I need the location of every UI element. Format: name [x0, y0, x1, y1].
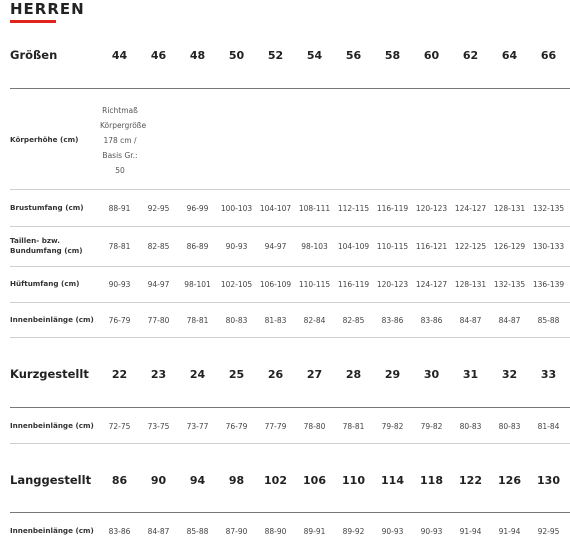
table-cell: 128-131 [493, 203, 526, 213]
table-cell: 126 [498, 474, 521, 488]
note-line: Basis Gr.: [102, 150, 138, 160]
row-label [10, 236, 100, 255]
table-cell: 110-115 [298, 279, 331, 289]
row-label: Innenbeinlänge (cm) [10, 421, 94, 431]
table-cell: 72-75 [108, 421, 131, 431]
body-height-row [10, 96, 570, 184]
table-cell: 122-125 [454, 241, 487, 251]
row-label: Kurzgestellt [10, 367, 89, 381]
table-cell: 46 [150, 49, 167, 63]
long-size-header-row [10, 473, 570, 489]
table-cell: 116-119 [337, 279, 370, 289]
table-cell: 100-103 [220, 203, 253, 213]
waist-row [10, 234, 570, 258]
table-cell: 130-133 [532, 241, 565, 251]
table-cell: 124-127 [454, 203, 487, 213]
inseam-row [10, 314, 570, 326]
table-cell: 78-81 [108, 241, 131, 251]
table-cell: 104-109 [337, 241, 370, 251]
table-cell: 81-84 [537, 421, 560, 431]
table-cell: 26 [267, 368, 284, 382]
row-label: Hüftumfang (cm) [10, 279, 80, 289]
reference-note [100, 103, 147, 178]
table-cell: 83-86 [108, 526, 131, 536]
table-cell: 80-83 [498, 421, 521, 431]
chest-row [10, 202, 570, 214]
table-cell: 29 [384, 368, 401, 382]
table-cell: 91-94 [498, 526, 521, 536]
table-cell: 56 [345, 49, 362, 63]
table-cell: 60 [423, 49, 440, 63]
row-label: Innenbeinlänge (cm) [10, 526, 94, 536]
table-cell: 83-86 [420, 315, 443, 325]
table-cell: 94-97 [264, 241, 287, 251]
table-cell: 77-79 [264, 421, 287, 431]
table-cell: 30 [423, 368, 440, 382]
table-cell: 104-107 [259, 203, 292, 213]
table-cell: 108-111 [298, 203, 331, 213]
table-cell: 79-82 [381, 421, 404, 431]
table-cell: 94 [189, 474, 206, 488]
table-cell: 66 [540, 49, 557, 63]
table-cell: 62 [462, 49, 479, 63]
table-cell: 50 [228, 49, 245, 63]
divider [10, 337, 570, 338]
table-cell: 90 [150, 474, 167, 488]
size-header-row [10, 48, 570, 64]
table-cell: 83-86 [381, 315, 404, 325]
table-cell: 116-121 [415, 241, 448, 251]
row-label: Körperhöhe (cm) [10, 135, 79, 145]
table-cell: 58 [384, 49, 401, 63]
short-inseam-row [10, 420, 570, 432]
table-cell: 44 [111, 49, 128, 63]
table-cell: 76-79 [225, 421, 248, 431]
table-cell: 88-91 [108, 203, 131, 213]
table-cell: 92-95 [537, 526, 560, 536]
table-cell: 102-105 [220, 279, 253, 289]
table-cell: 73-75 [147, 421, 170, 431]
table-cell: 130 [537, 474, 560, 488]
divider [10, 302, 570, 303]
table-cell: 79-82 [420, 421, 443, 431]
long-inseam-row [10, 525, 570, 537]
table-cell: 132-135 [532, 203, 565, 213]
table-cell: 80-83 [225, 315, 248, 325]
label-line: Taillen- bzw. [10, 236, 60, 246]
table-cell: 54 [306, 49, 323, 63]
table-cell: 82-84 [303, 315, 326, 325]
table-cell: 98 [228, 474, 245, 488]
table-cell: 82-85 [342, 315, 365, 325]
table-cell: 25 [228, 368, 245, 382]
table-cell: 124-127 [415, 279, 448, 289]
table-cell: 112-115 [337, 203, 370, 213]
table-cell: 23 [150, 368, 167, 382]
table-cell: 110-115 [376, 241, 409, 251]
table-cell: 84-87 [459, 315, 482, 325]
table-cell: 86 [111, 474, 128, 488]
hip-row [10, 278, 570, 290]
table-cell: 31 [462, 368, 479, 382]
table-cell: 106 [303, 474, 326, 488]
note-line: 178 cm / [103, 135, 137, 145]
table-cell: 33 [540, 368, 557, 382]
table-cell: 73-77 [186, 421, 209, 431]
title-underline [10, 20, 56, 23]
table-cell: 64 [501, 49, 518, 63]
table-cell: 90-93 [420, 526, 443, 536]
row-label: Brustumfang (cm) [10, 203, 84, 213]
table-cell: 110 [342, 474, 365, 488]
divider [10, 512, 570, 513]
row-label: Größen [10, 48, 58, 62]
table-cell: 126-129 [493, 241, 526, 251]
table-cell: 78-80 [303, 421, 326, 431]
table-cell: 92-95 [147, 203, 170, 213]
table-cell: 90-93 [108, 279, 131, 289]
divider [10, 443, 570, 444]
note-line: 50 [115, 165, 125, 175]
table-cell: 84-87 [498, 315, 521, 325]
table-cell: 90-93 [225, 241, 248, 251]
short-size-header-row [10, 367, 570, 383]
table-cell: 98-103 [301, 241, 328, 251]
table-cell: 87-90 [225, 526, 248, 536]
table-cell: 84-87 [147, 526, 170, 536]
table-cell: 114 [381, 474, 404, 488]
table-cell: 116-119 [376, 203, 409, 213]
table-cell: 85-88 [186, 526, 209, 536]
table-cell: 122 [459, 474, 482, 488]
table-cell: 52 [267, 49, 284, 63]
table-cell: 128-131 [454, 279, 487, 289]
divider [10, 88, 570, 89]
table-cell: 28 [345, 368, 362, 382]
table-cell: 102 [264, 474, 287, 488]
note-line: Körpergröße [100, 120, 147, 130]
table-cell: 118 [420, 474, 443, 488]
table-cell: 96-99 [186, 203, 209, 213]
table-cell: 86-89 [186, 241, 209, 251]
table-cell: 106-109 [259, 279, 292, 289]
page-title: HERREN [10, 0, 85, 18]
row-label: Langgestellt [10, 473, 92, 487]
table-cell: 91-94 [459, 526, 482, 536]
row-label: Innenbeinlänge (cm) [10, 315, 94, 325]
divider [10, 189, 570, 190]
table-cell: 120-123 [415, 203, 448, 213]
divider [10, 226, 570, 227]
note-line: Richtmaß [102, 105, 138, 115]
divider [10, 266, 570, 267]
table-cell: 120-123 [376, 279, 409, 289]
table-cell: 32 [501, 368, 518, 382]
table-cell: 76-79 [108, 315, 131, 325]
table-cell: 78-81 [342, 421, 365, 431]
table-cell: 78-81 [186, 315, 209, 325]
table-cell: 89-91 [303, 526, 326, 536]
label-line: Bundumfang (cm) [10, 246, 83, 255]
table-cell: 98-101 [184, 279, 211, 289]
table-cell: 136-139 [532, 279, 565, 289]
table-cell: 77-80 [147, 315, 170, 325]
table-cell: 22 [111, 368, 128, 382]
table-cell: 89-92 [342, 526, 365, 536]
table-cell: 85-88 [537, 315, 560, 325]
table-cell: 82-85 [147, 241, 170, 251]
table-cell: 90-93 [381, 526, 404, 536]
table-cell: 24 [189, 368, 206, 382]
table-cell: 80-83 [459, 421, 482, 431]
table-cell: 88-90 [264, 526, 287, 536]
table-cell: 27 [306, 368, 323, 382]
divider [10, 407, 570, 408]
table-cell: 132-135 [493, 279, 526, 289]
table-cell: 81-83 [264, 315, 287, 325]
table-cell: 48 [189, 49, 206, 63]
table-cell: 94-97 [147, 279, 170, 289]
